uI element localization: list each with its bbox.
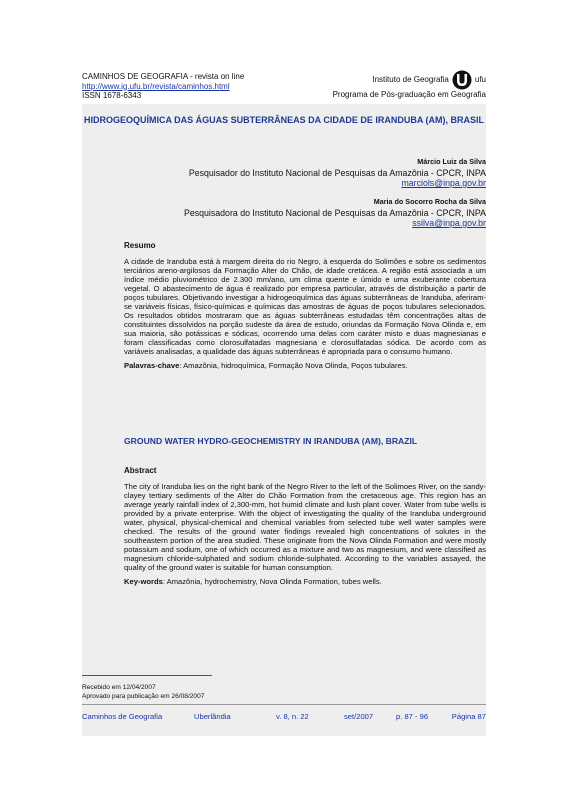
author-affiliation: Pesquisadora do Instituto Nacional de Pesquisas da Amazônia - CPCR, INPA: [183, 208, 486, 218]
page-footer: [82, 712, 486, 721]
program-name: Programa de Pós-graduação em Geografia: [332, 90, 486, 99]
resumo-section: [124, 241, 486, 370]
abstract-heading: Abstract: [124, 466, 157, 475]
abstract-text: The city of Iranduba lies on the right bank of the Negro River to the left of the Solimoes River, on the sandy-clayey tertiary sediments of the Alter do Chão Formation from the cretaceous age. This region has an average yearly rainfall index of 2,300-mm, hot humid climate and lush plant cover. Water from tube wells is provided by a private enterprise. With the object of investigating the quality of the Iranduba underground water, physical, physical-chemical and chemical variables from selected tube well water samples were checked. The results of the ground water findings revealed high concentrations of solutes in the southeastern portion of the area studied. These originate from the Nova Olinda Formation and were mostly potassium and sodium, one of which occurred as a mixture and two as magnesium, and were classified as magnesium chloride-sulphated and sodium chloride-sulphated. According to the variables assayed, the quality of the ground water is suitable for human consumption.: [124, 482, 486, 572]
journal-header: [82, 72, 244, 101]
article-title: HIDROGEOQUÍMICA DAS ÁGUAS SUBTERRÂNEAS DA CIDADE DE IRANDUBA (AM), BRASIL: [83, 115, 484, 125]
issn: ISSN 1678-6343: [82, 91, 142, 100]
author-2: [124, 197, 486, 228]
author-name: Márcio Luiz da Silva: [417, 157, 486, 166]
footnote-divider: [82, 675, 212, 676]
keywords-list: : Amazônia, hydrochemistry, Nova Olinda Formation, tubes wells.: [162, 577, 382, 586]
received-date: Recebido em 12/04/2007: [82, 684, 156, 691]
keywords-label: Key-words: [124, 577, 163, 586]
submission-dates: [82, 683, 204, 701]
institute-name: Instituto de Geografia: [372, 75, 449, 84]
keywords-label: Palavras-chave: [124, 361, 180, 370]
resumo-text: A cidade de Iranduba está à margem direita do rio Negro, à esquerda do Solimões e sobre os sedimentos terciários areno-argilosos da Formação Alter do Chão, de idade cretácea. A região está associada a um índice médio pluviométrico de 2.300 mm/ano, um clima quente e úmido e uma exuberante cobertura vegetal. O abastecimento de água é realizado por empresa particular, através de distribuição a partir de poços tubulares. Objetivando investigar a hidrogeoquímica das águas subterrâneas de Iranduba, aferiram-se variáveis físicas, físico-químicas e químicas das amostras de águas de poços tubulares selecionados. Os resultados obtidos mostraram que as águas subterrâneas estudadas têm concentrações altas de constituintes dissolvidos na porção sudeste da área de estudo, oriundas da Formação Nova Olinda e, em sua maioria, são potássicas e sódicas, ocorrendo uma delas com caráter misto e duas magnesianas e foram classificadas como clorosulfatadas magnesiana e clorosulfatadas sódica. De acordo com as variáveis analisadas, a qualidade das águas subterrâneas é apropriada para o consumo humano.: [124, 257, 486, 356]
author-name: Maria do Socorro Rocha da Silva: [373, 197, 486, 206]
logo-text: ufu: [474, 75, 486, 84]
footer-journal: Caminhos de Geografia: [82, 712, 163, 721]
abstract-section: [124, 466, 486, 586]
journal-url-link[interactable]: http://www.ig.ufu.br/revista/caminhos.html: [82, 81, 230, 91]
institute-header: [333, 70, 486, 100]
ufu-logo-icon: [452, 70, 472, 90]
resumo-keywords: [124, 361, 486, 370]
keywords-list: : Amazônia, hidroquímica, Formação Nova Olinda, Poços tubulares.: [179, 361, 408, 370]
approved-date: Aprovado para publicação em 26/08/2007: [82, 693, 205, 700]
footer-date: set/2007: [344, 712, 374, 721]
author-affiliation: Pesquisador do Instituto Nacional de Pesquisas da Amazônia - CPCR, INPA: [188, 168, 486, 178]
footer-divider: [82, 704, 486, 705]
footer-page-number: Página 87: [451, 712, 486, 721]
author-email-link[interactable]: ssilva@inpa.gov.br: [412, 218, 486, 228]
author-1: [124, 157, 486, 188]
footer-city: Uberlândia: [194, 712, 231, 721]
author-email-link[interactable]: marciols@inpa.gov.br: [401, 178, 486, 188]
resumo-heading: Resumo: [124, 241, 156, 250]
english-title: GROUND WATER HYDRO-GEOCHEMISTRY IN IRANDUBA (AM), BRAZIL: [124, 436, 418, 446]
journal-name: CAMINHOS DE GEOGRAFIA - revista on line: [82, 72, 245, 81]
footer-volume: v. 8, n. 22: [276, 712, 309, 721]
footer-pages: p. 87 - 96: [396, 712, 429, 721]
abstract-keywords: [124, 577, 486, 586]
